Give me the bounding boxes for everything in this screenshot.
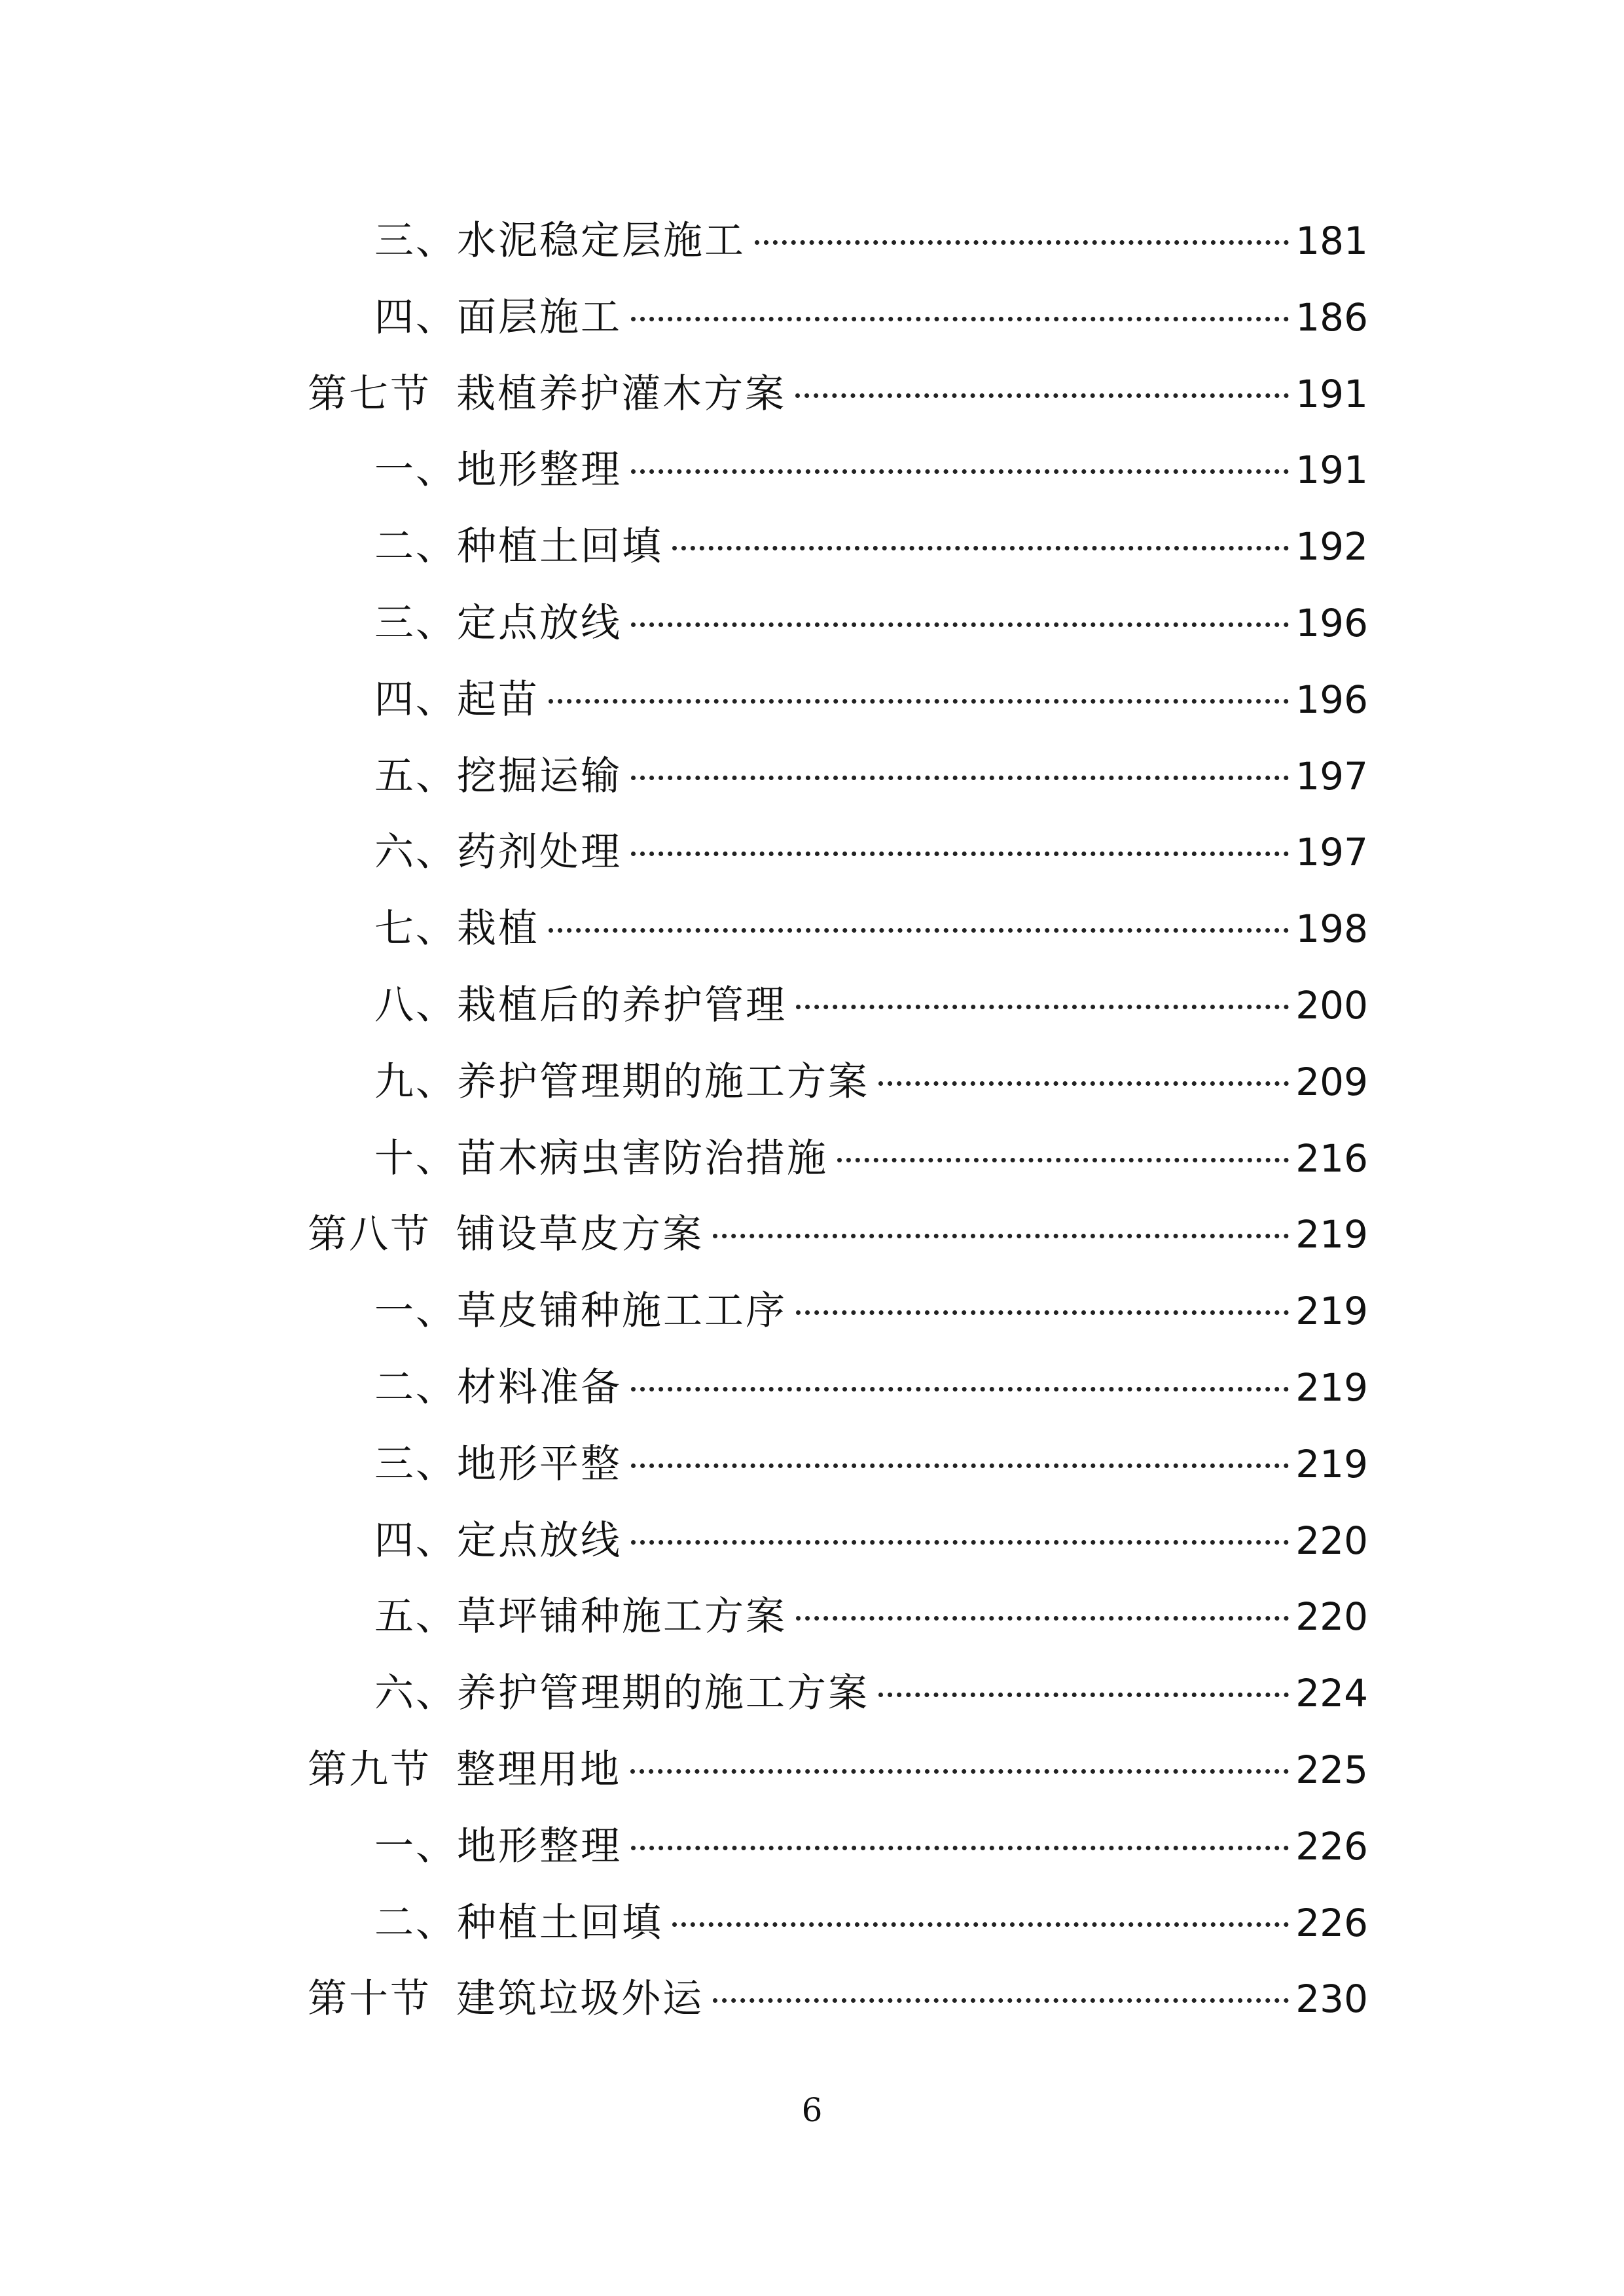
toc-leader-dots	[672, 546, 1289, 550]
toc-entry-page: 191	[1295, 448, 1368, 493]
toc-entry[interactable]	[308, 891, 1368, 967]
toc-entry-page: 181	[1295, 219, 1368, 263]
toc-entry-title: 三、水泥稳定层施工	[374, 218, 746, 264]
toc-leader-dots	[631, 317, 1289, 321]
toc-leader-dots	[631, 1463, 1289, 1468]
toc-entry[interactable]	[308, 1808, 1368, 1885]
toc-leader-dots	[796, 1616, 1289, 1621]
toc-section-number: 第九节	[308, 1746, 431, 1793]
toc-leader-dots	[549, 928, 1289, 933]
toc-entry-page: 226	[1295, 1900, 1368, 1945]
toc-section-number: 第十节	[308, 1976, 431, 2022]
toc-entry-page: 219	[1295, 1365, 1368, 1410]
toc-leader-dots	[631, 1387, 1289, 1391]
toc-entry-title: 七、栽植	[374, 906, 539, 952]
toc-entry[interactable]	[308, 814, 1368, 891]
toc-section-title: 建筑垃圾外运	[456, 1976, 704, 2022]
toc-entry-title	[308, 1732, 621, 1808]
toc-entry-page: 198	[1295, 906, 1368, 952]
toc-entry[interactable]	[308, 662, 1368, 738]
toc-leader-dots	[631, 469, 1289, 474]
toc-leader-dots	[672, 1922, 1289, 1927]
toc-entry[interactable]	[308, 203, 1368, 279]
toc-entry-title: 四、定点放线	[374, 1517, 622, 1564]
toc-section-number: 第七节	[308, 370, 431, 417]
toc-entry-title: 三、地形平整	[374, 1441, 622, 1487]
toc-leader-dots	[713, 1998, 1289, 2003]
toc-entry-page: 196	[1295, 600, 1368, 645]
toc-entry-title: 一、地形整理	[374, 447, 622, 493]
toc-leader-dots	[713, 1234, 1289, 1238]
toc-entry-title: 九、养护管理期的施工方案	[374, 1058, 869, 1105]
toc-section-entry[interactable]	[308, 1196, 1368, 1273]
toc-leader-dots	[878, 1081, 1289, 1086]
toc-leader-dots	[755, 240, 1289, 245]
toc-entry-page: 191	[1295, 371, 1368, 416]
toc-section-number: 第八节	[308, 1211, 431, 1258]
toc-entry-page: 225	[1295, 1747, 1368, 1792]
toc-section-title: 铺设草皮方案	[456, 1211, 704, 1258]
toc-leader-dots	[631, 776, 1289, 780]
toc-entry-page: 192	[1295, 524, 1368, 569]
toc-entry-page: 186	[1295, 295, 1368, 340]
toc-entry-page: 224	[1295, 1671, 1368, 1716]
toc-leader-dots	[796, 1310, 1289, 1315]
toc-entry-title: 二、种植土回填	[374, 524, 663, 570]
page-number: 6	[801, 2091, 823, 2129]
toc-entry[interactable]	[308, 585, 1368, 662]
toc-leader-dots	[878, 1693, 1289, 1697]
toc-entry[interactable]	[308, 1273, 1368, 1350]
toc-entry-title: 四、起苗	[374, 676, 539, 723]
toc-entry-title: 一、地形整理	[374, 1823, 622, 1869]
toc-leader-dots	[631, 1846, 1289, 1850]
toc-leader-dots	[549, 699, 1289, 704]
toc-entry[interactable]	[308, 1426, 1368, 1503]
toc-entry-page: 200	[1295, 982, 1368, 1028]
toc-section-title: 栽植养护灌木方案	[456, 370, 786, 417]
toc-leader-dots	[796, 1005, 1289, 1009]
toc-entry-page: 209	[1295, 1059, 1368, 1104]
toc-entry-page: 230	[1295, 1977, 1368, 2022]
toc-section-entry[interactable]	[308, 1732, 1368, 1808]
toc-entry[interactable]	[308, 1350, 1368, 1426]
toc-entry-page: 219	[1295, 1212, 1368, 1257]
toc-entry-page: 220	[1295, 1518, 1368, 1563]
toc-entry-title	[308, 356, 786, 433]
toc-entry[interactable]	[308, 279, 1368, 356]
toc-leader-dots	[630, 1769, 1289, 1774]
toc-entry-title: 三、定点放线	[374, 600, 622, 646]
toc-entry-title: 十、苗木病虫害防治措施	[374, 1135, 828, 1181]
toc-leader-dots	[631, 622, 1289, 627]
toc-entry-title	[308, 1196, 704, 1273]
toc-entry-title: 五、挖掘运输	[374, 753, 622, 799]
toc-entry-title: 一、草皮铺种施工工序	[374, 1288, 787, 1335]
toc-entry-page: 219	[1295, 1441, 1368, 1486]
toc-entry[interactable]	[308, 1503, 1368, 1579]
toc-section-entry[interactable]	[308, 1961, 1368, 2037]
toc-entry-title	[308, 1961, 704, 2037]
toc-entry-page: 226	[1295, 1823, 1368, 1869]
toc-entry-page: 197	[1295, 830, 1368, 875]
toc-entry-page: 216	[1295, 1136, 1368, 1181]
toc-entry[interactable]	[308, 1044, 1368, 1121]
toc-entry-page: 196	[1295, 677, 1368, 722]
toc-entry-title: 八、栽植后的养护管理	[374, 982, 787, 1028]
toc-entry[interactable]	[308, 1655, 1368, 1732]
table-of-contents	[308, 203, 1368, 2037]
toc-leader-dots	[631, 852, 1289, 856]
toc-entry-page: 197	[1295, 753, 1368, 798]
toc-entry[interactable]	[308, 1579, 1368, 1655]
toc-leader-dots	[631, 1540, 1289, 1545]
toc-entry-title: 六、养护管理期的施工方案	[374, 1670, 869, 1717]
toc-entry-title: 二、材料准备	[374, 1364, 622, 1410]
toc-leader-dots	[795, 393, 1289, 398]
toc-leader-dots	[837, 1158, 1289, 1162]
toc-entry[interactable]	[308, 509, 1368, 585]
toc-entry[interactable]	[308, 738, 1368, 815]
toc-entry-page: 219	[1295, 1289, 1368, 1334]
toc-section-entry[interactable]	[308, 356, 1368, 433]
toc-entry-title: 五、草坪铺种施工方案	[374, 1594, 787, 1640]
toc-entry[interactable]	[308, 967, 1368, 1044]
toc-entry-title: 六、药剂处理	[374, 829, 622, 876]
toc-entry[interactable]	[308, 1885, 1368, 1962]
toc-entry[interactable]	[308, 432, 1368, 509]
toc-entry-page: 220	[1295, 1594, 1368, 1640]
toc-entry-title: 二、种植土回填	[374, 1899, 663, 1946]
toc-entry-title: 四、面层施工	[374, 294, 622, 340]
toc-entry[interactable]	[308, 1121, 1368, 1197]
toc-section-title: 整理用地	[456, 1746, 621, 1793]
